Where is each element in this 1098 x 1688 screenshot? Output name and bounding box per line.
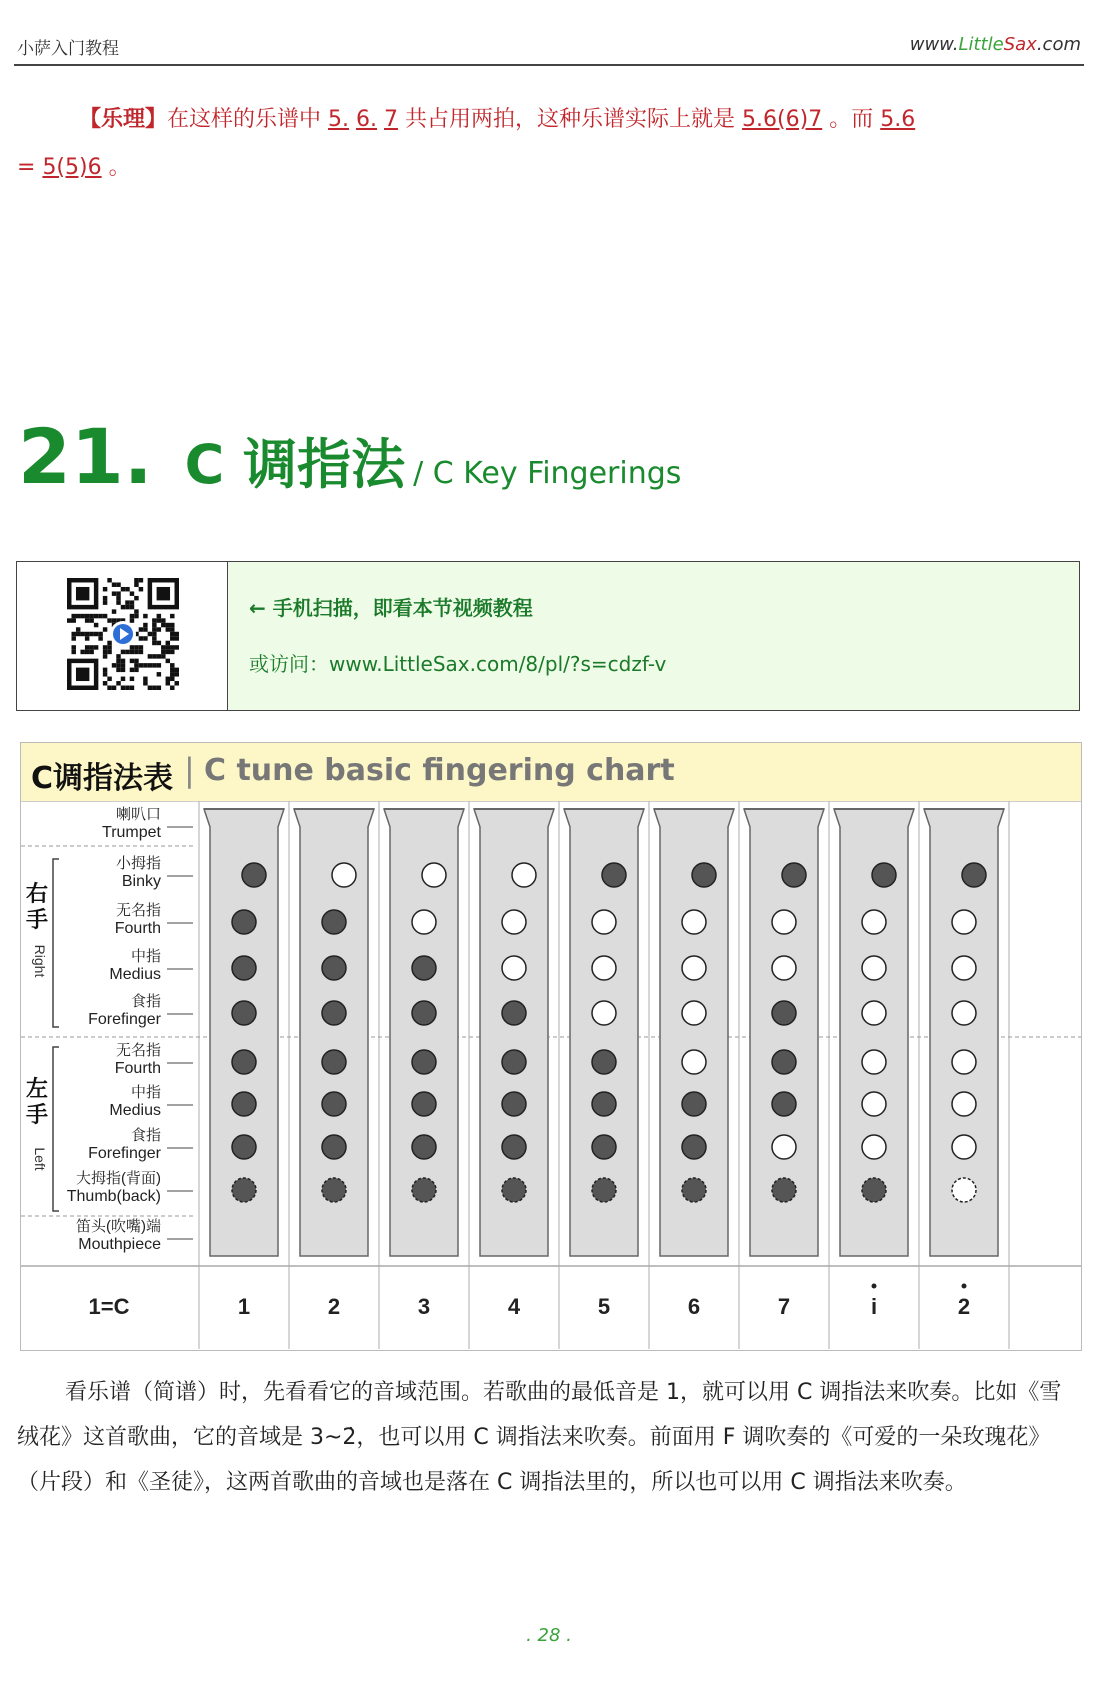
open-hole (332, 863, 356, 887)
open-hole (412, 910, 436, 934)
closed-hole (412, 1050, 436, 1074)
row-label-cn: 中指 (130, 1084, 161, 1101)
note-label: 7 (777, 1294, 791, 1319)
closed-hole (782, 863, 806, 887)
note-label: 6 (687, 1294, 701, 1319)
section-title-en: / C Key Fingerings (413, 456, 682, 491)
closed-hole (232, 1135, 256, 1159)
closed-hole (502, 1092, 526, 1116)
qr-scan-text: ← 手机扫描，即看本节视频教程 (249, 596, 533, 620)
closed-hole (412, 1092, 436, 1116)
chart-header (21, 743, 1081, 802)
theory-text-5: 。 (108, 155, 131, 180)
closed-hole (602, 863, 626, 887)
theory-note-4: 5.6(6)7 (742, 107, 823, 132)
closed-hole (232, 956, 256, 980)
open-hole (592, 1001, 616, 1025)
closed-hole (232, 1001, 256, 1025)
closed-hole (502, 1001, 526, 1025)
closed-hole (242, 863, 266, 887)
row-label-en: Thumb(back) (66, 1188, 161, 1205)
site-brand-little: Little (958, 34, 1004, 55)
open-hole (862, 1135, 886, 1159)
right-hand-label-2: 手 (25, 907, 49, 932)
closed-hole (772, 1092, 796, 1116)
closed-hole (692, 863, 716, 887)
row-label-en: Forefinger (88, 1011, 161, 1028)
closed-hole (862, 1178, 886, 1202)
note-high-dot (872, 1284, 877, 1289)
section-number: 21. (18, 412, 153, 501)
row-label-en: Medius (109, 966, 161, 983)
theory-note-1: 5. (328, 107, 350, 132)
open-hole (952, 956, 976, 980)
header-site[interactable] (910, 34, 1081, 55)
closed-hole (772, 1001, 796, 1025)
note-label: i (870, 1294, 878, 1319)
page-number: . 28 . (526, 1625, 572, 1646)
section-title (18, 412, 681, 501)
open-hole (952, 910, 976, 934)
right-hand-label-1: 右 (25, 881, 49, 906)
theory-note-3: 7 (384, 107, 399, 132)
closed-hole (872, 863, 896, 887)
note-label: 5 (597, 1294, 611, 1319)
left-hand-bracket (53, 1047, 59, 1211)
row-label-cn: 大拇指(背面) (76, 1170, 161, 1187)
open-hole (592, 910, 616, 934)
closed-hole (322, 956, 346, 980)
closed-hole (232, 910, 256, 934)
closed-hole (962, 863, 986, 887)
body-text: 看乐谱（简谱）时，先看看它的音域范围。若歌曲的最低音是 1，就可以用 C 调指法来吹奏。比如《雪绒花》这首歌曲，它的音域是 3~2̇，也可以用 C 调指法来吹奏。前面用 F 调吹奏的《可爱的一朵玫瑰花》（片段）和《圣徒》，这两首歌曲的音域也是落在 C 调指法里的，所以也可以用 C 调指法来吹奏。 (17, 1380, 1062, 1495)
closed-hole (412, 1178, 436, 1202)
row-label-en: Fourth (114, 1060, 161, 1077)
row-label-cn: 喇叭口 (115, 806, 161, 823)
open-hole (682, 910, 706, 934)
closed-hole (592, 1135, 616, 1159)
closed-hole (682, 1178, 706, 1202)
note-label: 2 (957, 1294, 971, 1319)
closed-hole (592, 1178, 616, 1202)
note-label: 3 (417, 1294, 431, 1319)
closed-hole (322, 1178, 346, 1202)
qr-visit-link[interactable]: 或访问：www.LittleSax.com/8/pl/?s=cdzf-v (249, 652, 667, 676)
row-label-en: Mouthpiece (78, 1236, 161, 1253)
section-title-cn: C 调指法 (184, 433, 406, 496)
open-hole (862, 1001, 886, 1025)
closed-hole (232, 1092, 256, 1116)
closed-hole (322, 1001, 346, 1025)
qr-box (16, 561, 1080, 711)
site-suffix: .com (1036, 34, 1081, 55)
open-hole (862, 1092, 886, 1116)
body-paragraph (17, 1370, 1081, 1505)
open-hole (422, 863, 446, 887)
qr-cell (17, 562, 228, 710)
closed-hole (502, 1135, 526, 1159)
closed-hole (322, 1092, 346, 1116)
open-hole (772, 910, 796, 934)
left-hand-label-1: 左 (25, 1076, 49, 1101)
right-hand-bracket (53, 859, 59, 1027)
row-label-en: Fourth (114, 920, 161, 937)
left-hand-en: Left (32, 1147, 48, 1171)
row-label-cn: 食指 (130, 993, 161, 1010)
closed-hole (412, 1001, 436, 1025)
closed-hole (772, 1178, 796, 1202)
open-hole (772, 956, 796, 980)
right-hand-en: Right (32, 944, 48, 978)
open-hole (512, 863, 536, 887)
note-high-dot (962, 1284, 967, 1289)
open-hole (592, 956, 616, 980)
open-hole (862, 956, 886, 980)
theory-note-2: 6. (356, 107, 378, 132)
header-left-title: 小萨入门教程 (17, 39, 119, 59)
open-hole (682, 956, 706, 980)
row-label-en: Forefinger (88, 1145, 161, 1162)
theory-text-1: 在这样的乐谱中 (167, 107, 322, 132)
left-hand-label-2: 手 (25, 1102, 49, 1127)
closed-hole (592, 1092, 616, 1116)
row-label-cn: 笛头(吹嘴)端 (76, 1218, 161, 1235)
row-label-cn: 无名指 (115, 902, 161, 919)
open-hole (862, 1050, 886, 1074)
chart-title-separator: | (184, 751, 195, 789)
theory-note-6: 5(5)6 (42, 155, 102, 180)
closed-hole (412, 1135, 436, 1159)
open-hole (862, 910, 886, 934)
open-hole (952, 1092, 976, 1116)
site-prefix: www. (909, 34, 959, 55)
row-label-cn: 无名指 (115, 1042, 161, 1059)
closed-hole (322, 910, 346, 934)
closed-hole (322, 1135, 346, 1159)
closed-hole (232, 1050, 256, 1074)
open-hole (952, 1001, 976, 1025)
open-hole (682, 1050, 706, 1074)
closed-hole (592, 1050, 616, 1074)
note-label: 2 (327, 1294, 341, 1319)
theory-text-2: 共占用两拍，这种乐谱实际上就是 (405, 107, 736, 132)
fingering-chart (20, 742, 1082, 1351)
chart-title-cn: C调指法表 (31, 761, 174, 796)
closed-hole (232, 1178, 256, 1202)
theory-tag: 【乐理】 (79, 107, 168, 132)
site-brand-sax: Sax (1003, 34, 1037, 55)
closed-hole (322, 1050, 346, 1074)
open-hole (952, 1178, 976, 1202)
open-hole (502, 956, 526, 980)
header-divider (14, 64, 1084, 66)
open-hole (952, 1135, 976, 1159)
closed-hole (772, 1050, 796, 1074)
open-hole (772, 1135, 796, 1159)
theory-text-4: = (17, 155, 36, 180)
key-label: 1=C (88, 1294, 130, 1319)
row-label-en: Medius (109, 1102, 161, 1119)
note-label: 1 (237, 1294, 251, 1319)
qr-code-icon[interactable] (67, 578, 179, 690)
fingering-diagram (21, 801, 1081, 1349)
closed-hole (682, 1092, 706, 1116)
row-label-en: Trumpet (102, 824, 161, 841)
row-label-cn: 中指 (130, 948, 161, 965)
open-hole (952, 1050, 976, 1074)
closed-hole (502, 1050, 526, 1074)
row-label-en: Binky (121, 873, 161, 890)
note-label: 4 (507, 1294, 521, 1319)
chart-title-en: C tune basic fingering chart (204, 753, 675, 788)
open-hole (502, 910, 526, 934)
closed-hole (682, 1135, 706, 1159)
row-label-cn: 食指 (130, 1127, 161, 1144)
theory-note-5: 5.6 (880, 107, 916, 132)
open-hole (682, 1001, 706, 1025)
closed-hole (502, 1178, 526, 1202)
theory-paragraph (17, 96, 1081, 192)
row-label-cn: 小拇指 (115, 855, 161, 872)
theory-text-3: 。而 (829, 107, 874, 132)
closed-hole (412, 956, 436, 980)
